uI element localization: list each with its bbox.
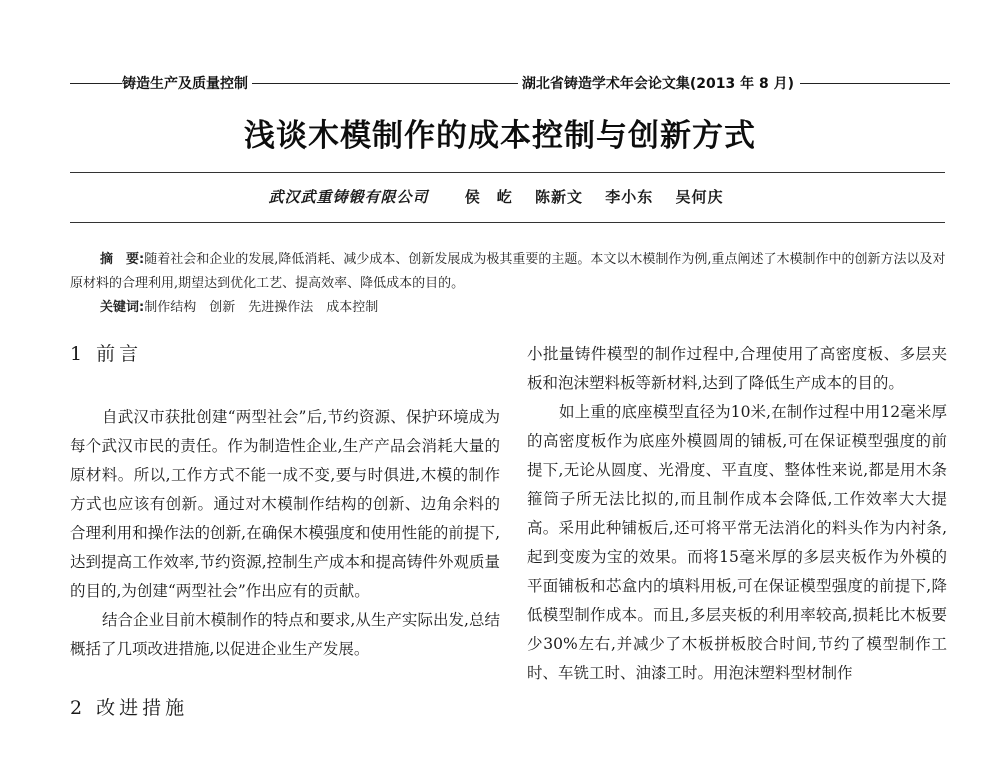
author-name: 李小东 [605, 188, 654, 206]
author-line [0, 186, 1000, 207]
title-rule-top [70, 172, 945, 173]
header-rule-middle [252, 83, 518, 84]
header-rule-left [70, 83, 122, 84]
section-heading-1 [70, 340, 500, 369]
abstract [70, 248, 946, 296]
author-affiliation: 武汉武重铸锻有限公司 [268, 188, 429, 206]
abstract-label: 摘 要: [100, 252, 145, 267]
running-header-left: 铸造生产及质量控制 [122, 76, 248, 92]
keywords-text: 制作结构 创新 先进操作法 成本控制 [144, 300, 379, 315]
section-title: 前言 [96, 343, 143, 365]
running-header-right: 湖北省铸造学术年会论文集(2013 年 8 月) [521, 76, 794, 92]
section-title: 改进措施 [96, 697, 189, 719]
body-paragraph: 自武汉市获批创建“两型社会”后,节约资源、保护环境成为每个武汉市民的责任。作为制造性企业,生产产品会消耗大量的原材料。所以,工作方式不能一成不变,要与时俱进,木模的制作方式也应该有创新。通过对木模制作结构的创新、边角余料的合理利用和操作法的创新,在确保木模强度和使用性能的前提下,达到提高工作效率,节约资源,控制生产成本和提高铸件外观质量的目的,为创建“两型社会”作出应有的贡献。 [70, 408, 500, 600]
running-header [70, 72, 950, 94]
left-column [70, 340, 500, 757]
author-name: 陈新文 [534, 188, 583, 206]
section-number: 2 [70, 697, 87, 719]
body-paragraph: 结合企业目前木模制作的特点和要求,从生产实际出发,总结概括了几项改进措施,以促进企业生产发展。 [70, 611, 500, 658]
section-heading-2 [70, 694, 500, 723]
title-rule-bottom [70, 222, 945, 223]
body-paragraph: 如上重的底座模型直径为10米,在制作过程中用12毫米厚的高密度板作为底座外模圆周的铺板,可在保证模型强度的前提下,无论从圆度、光滑度、平直度、整体性来说,都是用木条箍筒子所无法比拟的,而且制作成本会降低,工作效率大大提高。采用此种铺板后,还可将平常无法消化的料头作为内衬条,起到变废为宝的效果。而将15毫米厚的多层夹板作为外模的平面铺板和芯盒内的填料用板,可在保证模型强度的前提下,降低模型制作成本。而且,多层夹板的利用率较高,损耗比木板要少30%左右,并减少了木板拼板胶合时间,节约了模型制作工时、车铣工时、油漆工时。用泡沫塑料型材制作 [527, 403, 947, 682]
keywords-label: 关键词: [100, 300, 145, 315]
header-rule-right [800, 83, 950, 84]
author-name: 侯 屹 [464, 188, 513, 206]
abstract-text: 随着社会和企业的发展,降低消耗、减少成本、创新发展成为极其重要的主题。本文以木模制作为例,重点阐述了木模制作中的创新方法以及对原材料的合理利用,期望达到优化工艺、提高效率、降低成本的目的。 [70, 252, 946, 291]
author-name: 吴何庆 [675, 188, 724, 206]
section-number: 1 [70, 343, 87, 365]
right-column [527, 340, 947, 688]
keywords [100, 296, 940, 320]
paper-title: 浅谈木模制作的成本控制与创新方式 [244, 118, 756, 154]
body-paragraph: 小批量铸件模型的制作过程中,合理使用了高密度板、多层夹板和泡沫塑料板等新材料,达到了降低生产成本的目的。 [527, 345, 947, 392]
